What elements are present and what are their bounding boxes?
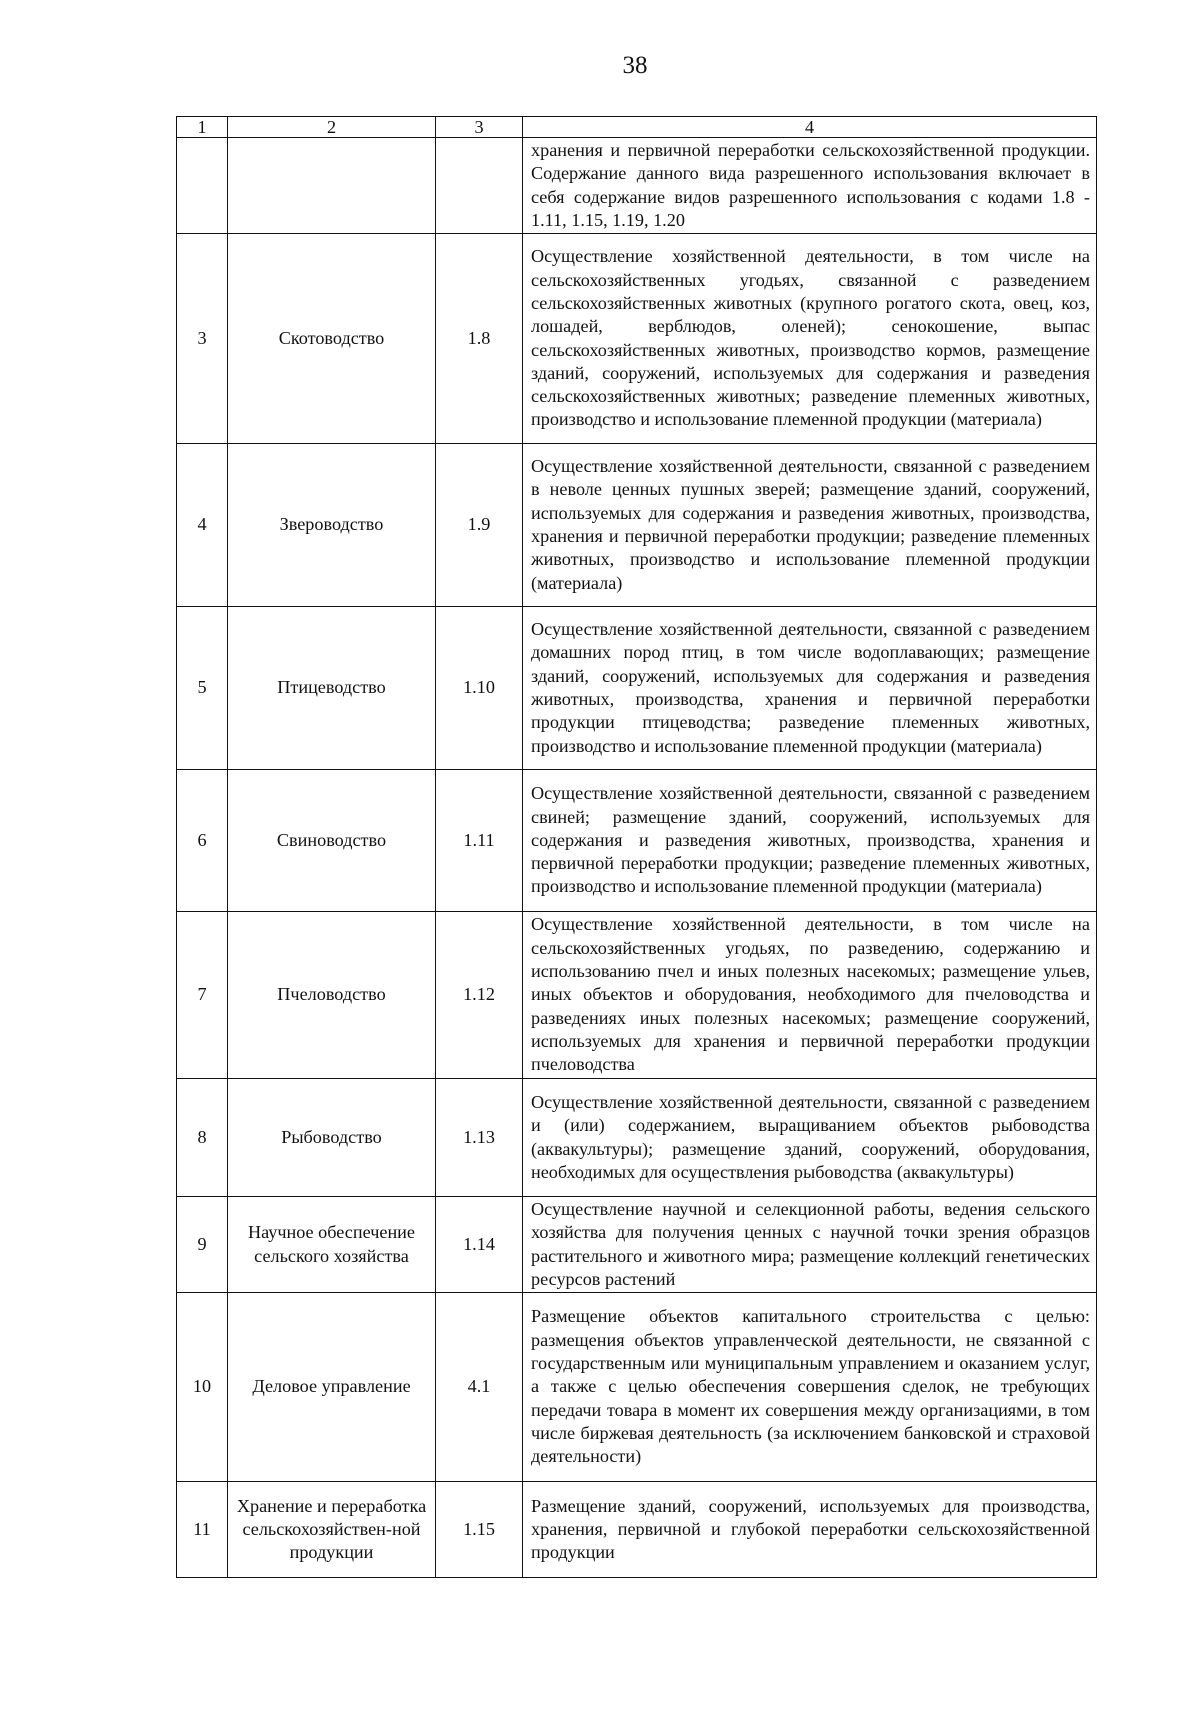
row-number: 4 — [177, 444, 228, 607]
table-row — [177, 138, 1097, 234]
use-type-description: Осуществление хозяйственной деятельности, связанной с разведением свиней; размещение зданий, сооружений, используемых для содержания и разведения животных, производства, хранения и первичной переработки продукции; разведение племенных животных, производство и использование племенной продукции (материала) — [523, 770, 1097, 912]
use-type-code: 1.9 — [436, 444, 523, 607]
table-row — [177, 234, 1097, 444]
row-number: 11 — [177, 1482, 228, 1578]
use-type-description: Осуществление хозяйственной деятельности, связанной с разведением в неволе ценных пушных зверей; размещение зданий, сооружений, используемых для содержания и разведения животных, производства, хранения и первичной переработки продукции; разведение племенных животных, производство и использование племенной продукции (материала) — [523, 444, 1097, 607]
use-type-name: Скотоводство — [228, 234, 436, 444]
column-header: 4 — [523, 117, 1097, 138]
row-number: 7 — [177, 912, 228, 1079]
use-type-code: 4.1 — [436, 1293, 523, 1482]
use-type-name: Хранение и переработка сельскохозяйствен-ной продукции — [228, 1482, 436, 1578]
use-type-code: 1.12 — [436, 912, 523, 1079]
use-type-description: Осуществление хозяйственной деятельности, связанной с разведением и (или) содержанием, выращиванием объектов рыбоводства (аквакультуры); размещение зданий, сооружений, оборудования, необходимых для осуществления рыбоводства (аквакультуры) — [523, 1079, 1097, 1197]
row-number: 9 — [177, 1197, 228, 1293]
use-type-description: Размещение объектов капитального строительства с целью: размещения объектов управленческой деятельности, не связанной с государственным или муниципальным управлением и оказанием услуг, а также с целью обеспечения совершения сделок, не требующих передачи товара в момент их совершения между организациями, в том числе биржевая деятельность (за исключением банковской и страховой деятельности) — [523, 1293, 1097, 1482]
table-header-row — [177, 117, 1097, 138]
table-row — [177, 1293, 1097, 1482]
use-type-code: 1.15 — [436, 1482, 523, 1578]
column-header: 3 — [436, 117, 523, 138]
use-type-name: Свиноводство — [228, 770, 436, 912]
use-type-code: 1.11 — [436, 770, 523, 912]
row-number: 10 — [177, 1293, 228, 1482]
use-type-name: Рыбоводство — [228, 1079, 436, 1197]
use-type-code — [436, 138, 523, 234]
use-type-description: Осуществление хозяйственной деятельности, в том числе на сельскохозяйственных угодьях, по разведению, содержанию и использованию пчел и иных полезных насекомых; размещение ульев, иных объектов и оборудования, необходимого для пчеловодства и разведениях иных полезных насекомых; размещение сооружений, используемых для хранения и первичной переработки продукции пчеловодства — [523, 912, 1097, 1079]
table-row — [177, 1197, 1097, 1293]
row-number: 8 — [177, 1079, 228, 1197]
use-type-code: 1.8 — [436, 234, 523, 444]
land-use-table — [176, 116, 1097, 1578]
use-type-name: Научное обеспечение сельского хозяйства — [228, 1197, 436, 1293]
row-number: 3 — [177, 234, 228, 444]
use-type-name: Птицеводство — [228, 607, 436, 770]
table-row — [177, 770, 1097, 912]
use-type-description: Осуществление хозяйственной деятельности, в том числе на сельскохозяйственных угодьях, связанной с разведением сельскохозяйственных животных (крупного рогатого скота, овец, коз, лошадей, верблюдов, оленей); сенокошение, выпас сельскохозяйственных животных, производство кормов, размещение зданий, сооружений, используемых для содержания и разведения сельскохозяйственных животных; разведение племенных животных, производство и использование племенной продукции (материала) — [523, 234, 1097, 444]
row-number: 6 — [177, 770, 228, 912]
table-row — [177, 912, 1097, 1079]
page-number: 38 — [622, 52, 648, 79]
table-row — [177, 1079, 1097, 1197]
use-type-code: 1.13 — [436, 1079, 523, 1197]
use-type-name: Деловое управление — [228, 1293, 436, 1482]
use-type-description: Осуществление научной и селекционной работы, ведения сельского хозяйства для получения ценных с научной точки зрения образцов растительного и животного мира; размещение коллекций генетических ресурсов растений — [523, 1197, 1097, 1293]
table-row — [177, 444, 1097, 607]
row-number: 5 — [177, 607, 228, 770]
column-header: 1 — [177, 117, 228, 138]
use-type-code: 1.14 — [436, 1197, 523, 1293]
table-row — [177, 607, 1097, 770]
use-type-name — [228, 138, 436, 234]
use-type-name: Пчеловодство — [228, 912, 436, 1079]
use-type-code: 1.10 — [436, 607, 523, 770]
use-type-description: Осуществление хозяйственной деятельности, связанной с разведением домашних пород птиц, в том числе водоплавающих; размещение зданий, сооружений, используемых для содержания и разведения животных, производства, хранения и первичной переработки продукции птицеводства; разведение племенных животных, производство и использование племенной продукции (материала) — [523, 607, 1097, 770]
table-row — [177, 1482, 1097, 1578]
use-type-name: Звероводство — [228, 444, 436, 607]
use-type-description: Размещение зданий, сооружений, используемых для производства, хранения, первичной и глубокой переработки сельскохозяйственной продукции — [523, 1482, 1097, 1578]
use-type-description: хранения и первичной переработки сельскохозяйственной продукции. Содержание данного вида разрешенного использования включает в себя содержание видов разрешенного использования с кодами 1.8 - 1.11, 1.15, 1.19, 1.20 — [523, 138, 1097, 234]
column-header: 2 — [228, 117, 436, 138]
row-number — [177, 138, 228, 234]
